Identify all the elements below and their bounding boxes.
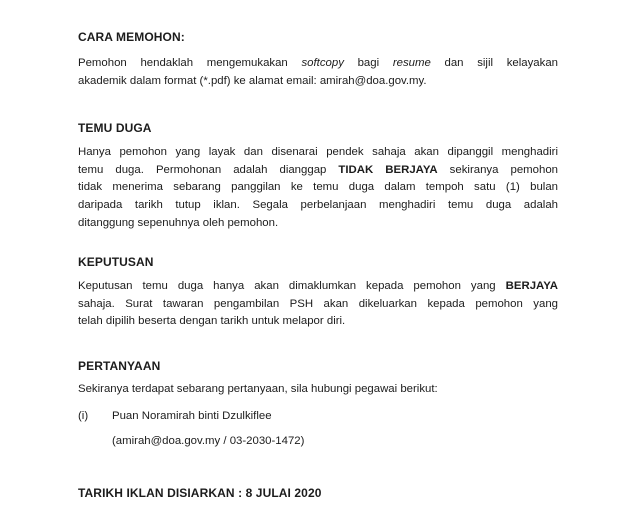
temu-duga-paragraph	[78, 144, 558, 233]
keputusan-paragraph	[78, 278, 558, 331]
cara-memohon-paragraph	[78, 55, 558, 90]
paragraph-line: akademik dalam format (*.pdf) ke alamat email: amirah@doa.gov.my.	[78, 74, 427, 87]
paragraph-line: sahaja. Surat tawaran pengambilan PSH akan dikeluarkan kepada pemohon yang	[78, 297, 558, 310]
paragraph-line: ditanggung sepenuhnya oleh pemohon.	[78, 216, 279, 229]
section-heading-pertanyaan: PERTANYAAN	[78, 359, 161, 373]
pertanyaan-intro	[78, 381, 558, 399]
text-run: dan sijil kelayakan	[430, 57, 559, 69]
text-run: Pemohon hendaklah mengemukakan	[78, 57, 302, 69]
paragraph-line	[78, 278, 558, 296]
contact-details: (amirah@doa.gov.my / 03-2030-1472)	[112, 435, 305, 447]
text-run: sekiranya pemohon	[437, 163, 558, 176]
paragraph-line: Hanya pemohon yang layak dan disenarai pendek sahaja akan dipanggil menghadiri	[78, 146, 558, 158]
text-run-bold: TIDAK BERJAYA	[338, 163, 438, 176]
section-heading-temu-duga: TEMU DUGA	[78, 121, 152, 135]
text-run-bold: BERJAYA	[505, 280, 558, 292]
paragraph-line	[78, 55, 558, 73]
paragraph-line	[78, 162, 558, 180]
paragraph-line: telah dipilih beserta dengan tarikh untuk melapor diri.	[78, 315, 346, 328]
contact-name: Puan Noramirah binti Dzulkiflee	[112, 410, 272, 422]
section-heading-cara-memohon: CARA MEMOHON:	[78, 30, 185, 44]
section-heading-keputusan: KEPUTUSAN	[78, 255, 154, 269]
paragraph-line: daripada tarikh tutup iklan. Segala perbelanjaan menghadiri temu duga adalah	[78, 199, 558, 212]
text-run: Keputusan temu duga hanya akan dimaklumkan kepada pemohon yang	[78, 280, 506, 292]
text-run: temu duga. Permohonan adalah dianggap	[78, 163, 339, 176]
list-item-number: (i)	[78, 410, 89, 422]
advert-date: TARIKH IKLAN DISIARKAN : 8 JULAI 2020	[78, 486, 322, 500]
text-run: bagi	[343, 57, 393, 69]
paragraph-line: tidak menerima sebarang panggilan ke temu duga dalam tempoh satu (1) bulan	[78, 181, 558, 194]
paragraph-line: Sekiranya terdapat sebarang pertanyaan, sila hubungi pegawai berikut:	[78, 383, 438, 395]
text-run-italic: softcopy	[301, 57, 344, 69]
text-run-italic: resume	[392, 57, 431, 69]
